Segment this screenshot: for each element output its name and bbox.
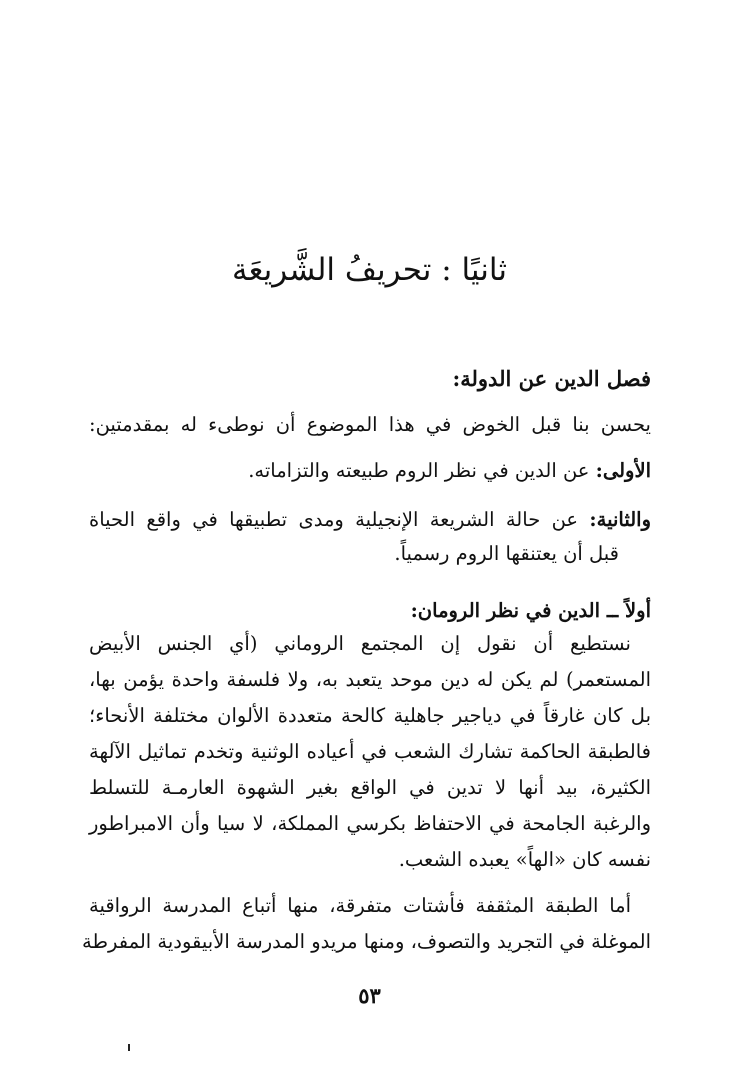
subheading: أولاً ــ الدين في نظر الرومان: <box>410 599 651 622</box>
paragraph1-line: فالطبقة الحاكمة تشارك الشعب في أعياده الوثنية وتخدم تماثيل الآلهة <box>89 740 651 763</box>
chapter-title: ثانيًا : تحريفُ الشَّريعَة <box>232 252 507 288</box>
paragraph1-line: والرغبة الجامحة في الاحتفاظ بكرسي المملكة، لا سيا وأن الامبراطور <box>89 812 651 835</box>
paragraph2-line: أما الطبقة المثقفة فأشتات متفرقة، منها أتباع المدرسة الرواقية <box>89 894 631 917</box>
paragraph1-line: نفسه كان «الهاً» يعبده الشعب. <box>398 848 651 871</box>
paragraph1-line: بل كان غارقاً في دياجير جاهلية كالحة متعددة الألوان مختلفة الأنحاء؛ <box>89 704 651 727</box>
paragraph1-line: نستطيع أن نقول إن المجتمع الروماني (أي الجنس الأبيض <box>89 632 631 655</box>
first-item-label: الأولى: <box>595 459 651 482</box>
second-item-text-line2: قبل أن يعتنقها الروم رسمياً. <box>394 542 619 565</box>
intro-line: يحسن بنا قبل الخوض في هذا الموضوع أن نوطىء له بمقدمتين: <box>89 413 651 436</box>
second-item <box>89 503 651 537</box>
paragraph1-line: الكثيرة، بيد أنها لا تدين في الواقع بغير الشهوة العارمـة للتسلط <box>89 776 651 799</box>
paragraph1-line: المستعمر) لم يكن له دين موحد يتعبد به، ولا فلسفة واحدة يؤمن بها، <box>89 668 651 691</box>
page-number: ٥٣ <box>358 983 381 1008</box>
second-item-label: والثانية: <box>589 508 651 531</box>
scan-speck <box>128 1044 130 1051</box>
first-item <box>89 454 651 488</box>
section-heading: فصل الدين عن الدولة: <box>452 366 651 391</box>
first-item-text: عن الدين في نظر الروم طبيعته والتزاماته. <box>248 459 590 482</box>
second-item-text-line1: عن حالة الشريعة الإنجيلية ومدى تطبيقها في واقع الحياة <box>89 508 579 531</box>
paragraph2-line: الموغلة في التجريد والتصوف، ومنها مريدو المدرسة الأبيقودية المفرطة <box>81 930 651 953</box>
